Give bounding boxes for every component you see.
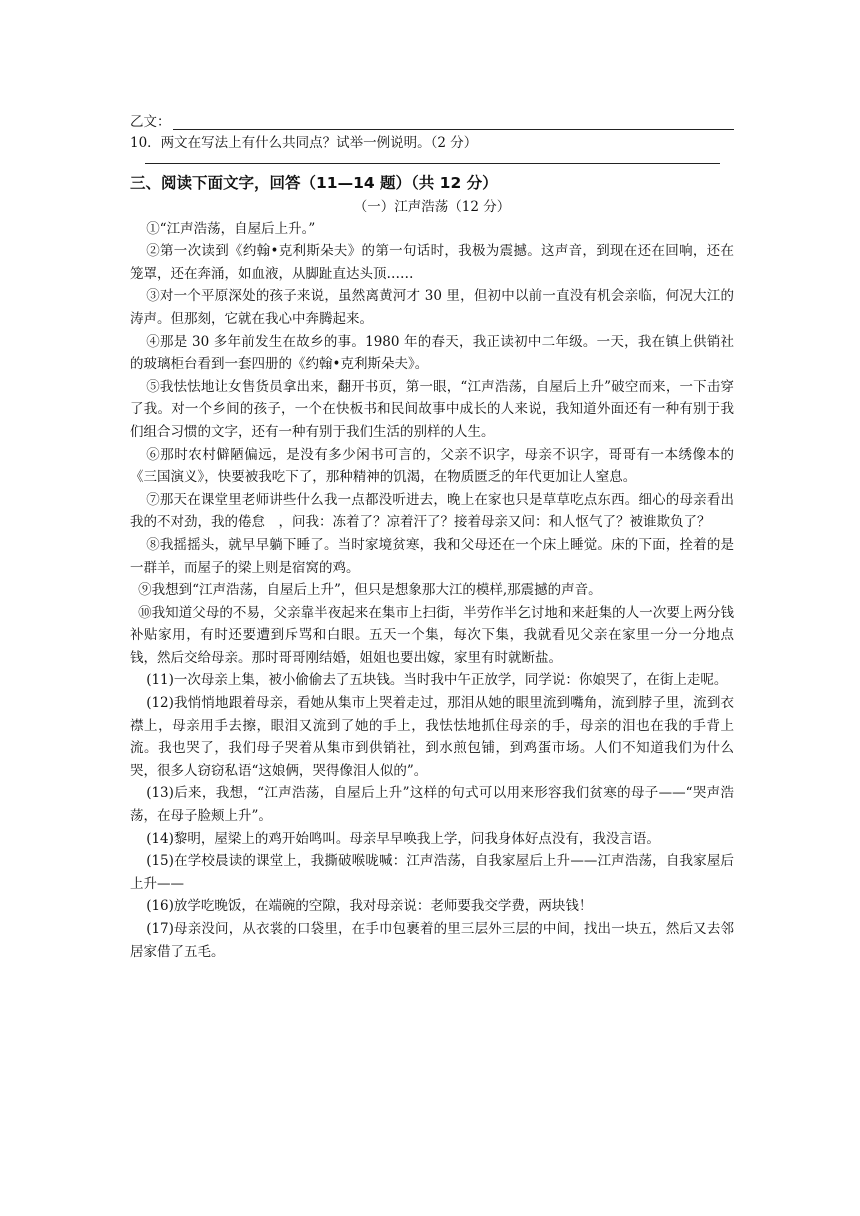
- paragraph-17: (17)母亲没问，从衣裳的口袋里，在手巾包裹着的里三层外三层的中间，找出一块五，然后又去邻居家借了五毛。: [130, 921, 734, 960]
- paragraph-10: ⑩我知道父母的不易，父亲靠半夜起来在集市上扫街，半劳作半乞讨地和来赶集的人一次要上两分钱补贴家用，有时还要遭到斥骂和白眼。五天一个集，每次下集，我就看见父亲在家里一分一分地点钱，然后交给母亲。那时哥哥刚结婚，姐姐也要出嫁，家里有时就断盐。: [130, 604, 734, 666]
- paragraph-1: ①“江声浩荡，自屋后上升。”: [146, 220, 316, 237]
- paragraph-9: ⑨我想到“江声浩荡，自屋后上升”，但只是想象那大江的模样,那震撼的声音。: [138, 582, 602, 599]
- paragraph-16: (16)放学吃晚饭，在端碗的空隙，我对母亲说：老师要我交学费，两块钱！: [146, 898, 593, 915]
- passage-subtitle: （一）江声浩荡（12 分）: [353, 198, 511, 215]
- answer-label: 乙文：: [130, 114, 171, 130]
- paragraph-5: ⑤我怯怯地让女售货员拿出来，翻开书页，第一眼，“江声浩荡，自屋后上升”破空而来，一下击穿了我。对一个乡间的孩子，一个在快板书和民间故事中成长的人来说，我知道外面还有一种有别于我们组合习惯的文字，还有一种有别于我们生活的别样的人生。: [130, 378, 734, 440]
- paragraph-6: ⑥那时农村僻陋偏远，是没有多少闲书可言的，父亲不识字，母亲不识字，哥哥有一本绣像本的《三国演义》，快要被我吃下了，那种精神的饥渴，在物质匮乏的年代更加让人窒息。: [130, 446, 734, 486]
- document-page: [130, 108, 734, 963]
- paragraph-14: (14)黎明，屋梁上的鸡开始鸣叫。母亲早早唤我上学，问我身体好点没有，我没言语。: [146, 830, 660, 847]
- paragraph-7: ⑦那天在课堂里老师讲些什么我一点都没听进去，晚上在家也只是草草吃点东西。细心的母亲看出我的不对劲，我的倦怠 ，问我：冻着了？凉着汗了？接着母亲又问：和人怄气了？被谁欺负了？: [130, 491, 734, 531]
- paragraph-15: (15)在学校晨读的课堂上，我撕破喉咙喊：江声浩荡，自我家屋后上升——江声浩荡，自我家屋后上升——: [130, 853, 734, 892]
- question-10-answer-line: [145, 155, 720, 164]
- paragraph-3: ③对一个平原深处的孩子来说，虽然离黄河才 30 里，但初中以前一直没有机会亲临，何况大江的涛声。但那刻，它就在我心中奔腾起来。: [130, 288, 734, 327]
- paragraph-13: (13)后来，我想，“江声浩荡，自屋后上升”这样的句式可以用来形容我们贫寒的母子——“哭声浩荡，在母子脸颊上升”。: [130, 785, 734, 825]
- question-10: 10．两文在写法上有什么共同点？试举一例说明。（2 分）: [130, 135, 478, 151]
- paragraph-12: (12)我悄悄地跟着母亲，看她从集市上哭着走过，那泪从她的眼里流到嘴角，流到脖子里，流到衣襟上，母亲用手去擦，眼泪又流到了她的手上，我怯怯地抓住母亲的手，母亲的泪也在我的手背上流。我也哭了，我们母子哭着从集市到供销社，到水煎包铺，到鸡蛋市场。人们不知道我们为什么哭，很多人窃窃私语“这娘俩，哭得像泪人似的”。: [130, 695, 734, 779]
- answer-row-yi: [130, 108, 734, 130]
- paragraph-2: ②第一次读到《约翰•克利斯朵夫》的第一句话时，我极为震撼。这声音，到现在还在回响，还在笼罩，还在奔涌，如血液，从脚趾直达头顶……: [130, 243, 734, 282]
- paragraph-4: ④那是 30 多年前发生在故乡的事。1980 年的春天，我正读初中二年级。一天，我在镇上供销社的玻璃柜台看到一套四册的《约翰•克利斯朵夫》。: [130, 333, 734, 373]
- paragraph-8: ⑧我摇摇头，就早早躺下睡了。当时家境贫寒，我和父母还在一个床上睡觉。床的下面，拴着的是一群羊，而屋子的梁上则是宿窝的鸡。: [130, 536, 734, 576]
- paragraph-11: (11)一次母亲上集，被小偷偷去了五块钱。当时我中午正放学，同学说：你娘哭了，在街上走呢。: [146, 672, 728, 689]
- section-title: 三、阅读下面文字，回答（11—14 题）（共 12 分）: [130, 173, 498, 192]
- passage-body: [130, 218, 734, 964]
- answer-blank-line: [173, 115, 735, 130]
